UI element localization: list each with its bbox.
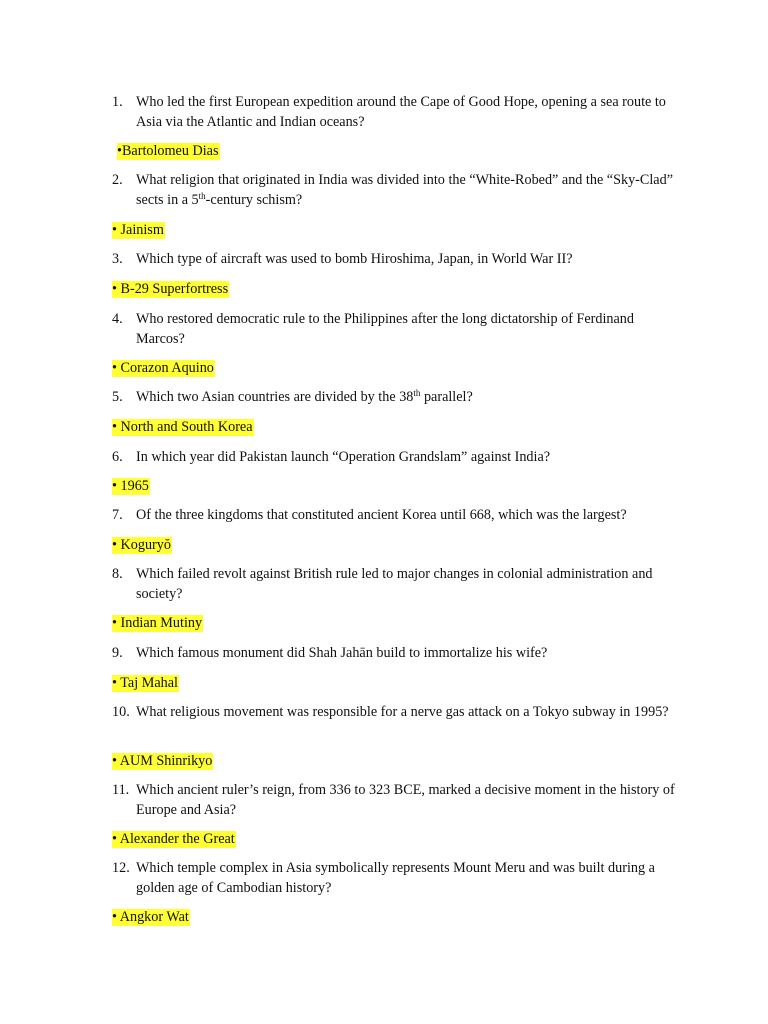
question-text bbox=[136, 171, 682, 210]
question-text-main: In which year did Pakistan launch “Operation Grandslam” against India? bbox=[136, 449, 551, 465]
question-text-main: Which type of aircraft was used to bomb Hiroshima, Japan, in World War II? bbox=[136, 251, 573, 267]
question-text bbox=[136, 250, 682, 270]
answer-item bbox=[112, 614, 203, 633]
question-text bbox=[136, 703, 682, 723]
answer-item bbox=[112, 674, 179, 693]
question-item bbox=[112, 859, 682, 898]
answer-highlight: •Bartolomeu Dias bbox=[117, 143, 219, 159]
question-number: 10. bbox=[112, 704, 130, 720]
answer-highlight: • Corazon Aquino bbox=[112, 360, 214, 376]
answer-item bbox=[112, 418, 254, 437]
question-number: 3. bbox=[112, 251, 123, 267]
question-text-main: Which two Asian countries are divided by the 38 bbox=[136, 389, 414, 405]
answer-highlight: • AUM Shinrikyo bbox=[112, 753, 213, 769]
question-superscript: th bbox=[198, 190, 206, 201]
answer-highlight: • North and South Korea bbox=[112, 419, 253, 435]
question-text bbox=[136, 93, 682, 132]
question-text-main: Who led the first European expedition around the Cape of Good Hope, opening a sea route to Asia via the Atlantic and Indian oceans? bbox=[136, 94, 666, 130]
question-text-main: Which temple complex in Asia symbolically represents Mount Meru and was built during a golden age of Cambodian history? bbox=[136, 860, 655, 896]
question-number: 9. bbox=[112, 645, 123, 661]
question-text-main: Who restored democratic rule to the Philippines after the long dictatorship of Ferdinand Marcos? bbox=[136, 311, 634, 347]
question-text bbox=[136, 644, 682, 664]
answer-item bbox=[112, 536, 172, 555]
question-item bbox=[112, 93, 682, 132]
question-text bbox=[136, 506, 682, 526]
question-item bbox=[112, 388, 682, 408]
question-number: 5. bbox=[112, 389, 123, 405]
question-item bbox=[112, 565, 682, 604]
question-number: 1. bbox=[112, 94, 123, 110]
answer-item bbox=[112, 752, 213, 771]
question-number: 8. bbox=[112, 566, 123, 582]
answer-item bbox=[112, 221, 165, 240]
question-text-main: Which failed revolt against British rule led to major changes in colonial administration and society? bbox=[136, 566, 653, 602]
answer-highlight: • Jainism bbox=[112, 222, 164, 238]
question-text-main: What religious movement was responsible for a nerve gas attack on a Tokyo subway in 1995? bbox=[136, 704, 669, 720]
question-text-main: Which ancient ruler’s reign, from 336 to 323 BCE, marked a decisive moment in the history of Europe and Asia? bbox=[136, 782, 675, 818]
answer-highlight: • 1965 bbox=[112, 478, 149, 494]
answer-highlight: • Angkor Wat bbox=[112, 909, 189, 925]
question-item bbox=[112, 506, 682, 526]
question-number: 12. bbox=[112, 860, 130, 876]
question-text bbox=[136, 310, 682, 349]
answer-item bbox=[117, 142, 220, 161]
question-text bbox=[136, 859, 682, 898]
question-text-main: Of the three kingdoms that constituted ancient Korea until 668, which was the largest? bbox=[136, 507, 627, 523]
answer-highlight: • Taj Mahal bbox=[112, 675, 178, 691]
question-text-main: What religion that originated in India was divided into the “White-Robed” and the “Sky-Clad” sects in a 5 bbox=[136, 172, 673, 208]
question-number: 7. bbox=[112, 507, 123, 523]
answer-highlight: • Alexander the Great bbox=[112, 831, 235, 847]
question-item bbox=[112, 310, 682, 349]
question-number: 11. bbox=[112, 782, 130, 798]
question-item bbox=[112, 171, 682, 210]
question-number: 4. bbox=[112, 311, 123, 327]
answer-item bbox=[112, 477, 150, 496]
question-superscript: th bbox=[413, 388, 421, 398]
question-text bbox=[136, 448, 682, 468]
answer-highlight: • Indian Mutiny bbox=[112, 615, 203, 631]
question-text-main: Which famous monument did Shah Jahān build to immortalize his wife? bbox=[136, 645, 548, 661]
answer-highlight: • B-29 Superfortress bbox=[112, 281, 229, 297]
question-item bbox=[112, 781, 682, 820]
question-text-tail: parallel? bbox=[420, 389, 473, 405]
question-number: 2. bbox=[112, 172, 123, 188]
answer-item bbox=[112, 830, 236, 849]
question-number: 6. bbox=[112, 449, 123, 465]
question-item bbox=[112, 703, 682, 723]
question-text bbox=[136, 781, 682, 820]
question-item bbox=[112, 250, 682, 270]
question-text bbox=[136, 388, 682, 408]
answer-item bbox=[112, 359, 215, 378]
question-item bbox=[112, 448, 682, 468]
question-text bbox=[136, 565, 682, 604]
question-item bbox=[112, 644, 682, 664]
answer-item bbox=[112, 280, 229, 299]
answer-highlight: • Koguryŏ bbox=[112, 537, 171, 553]
question-text-tail: -century schism? bbox=[205, 191, 303, 208]
answer-item bbox=[112, 908, 190, 927]
